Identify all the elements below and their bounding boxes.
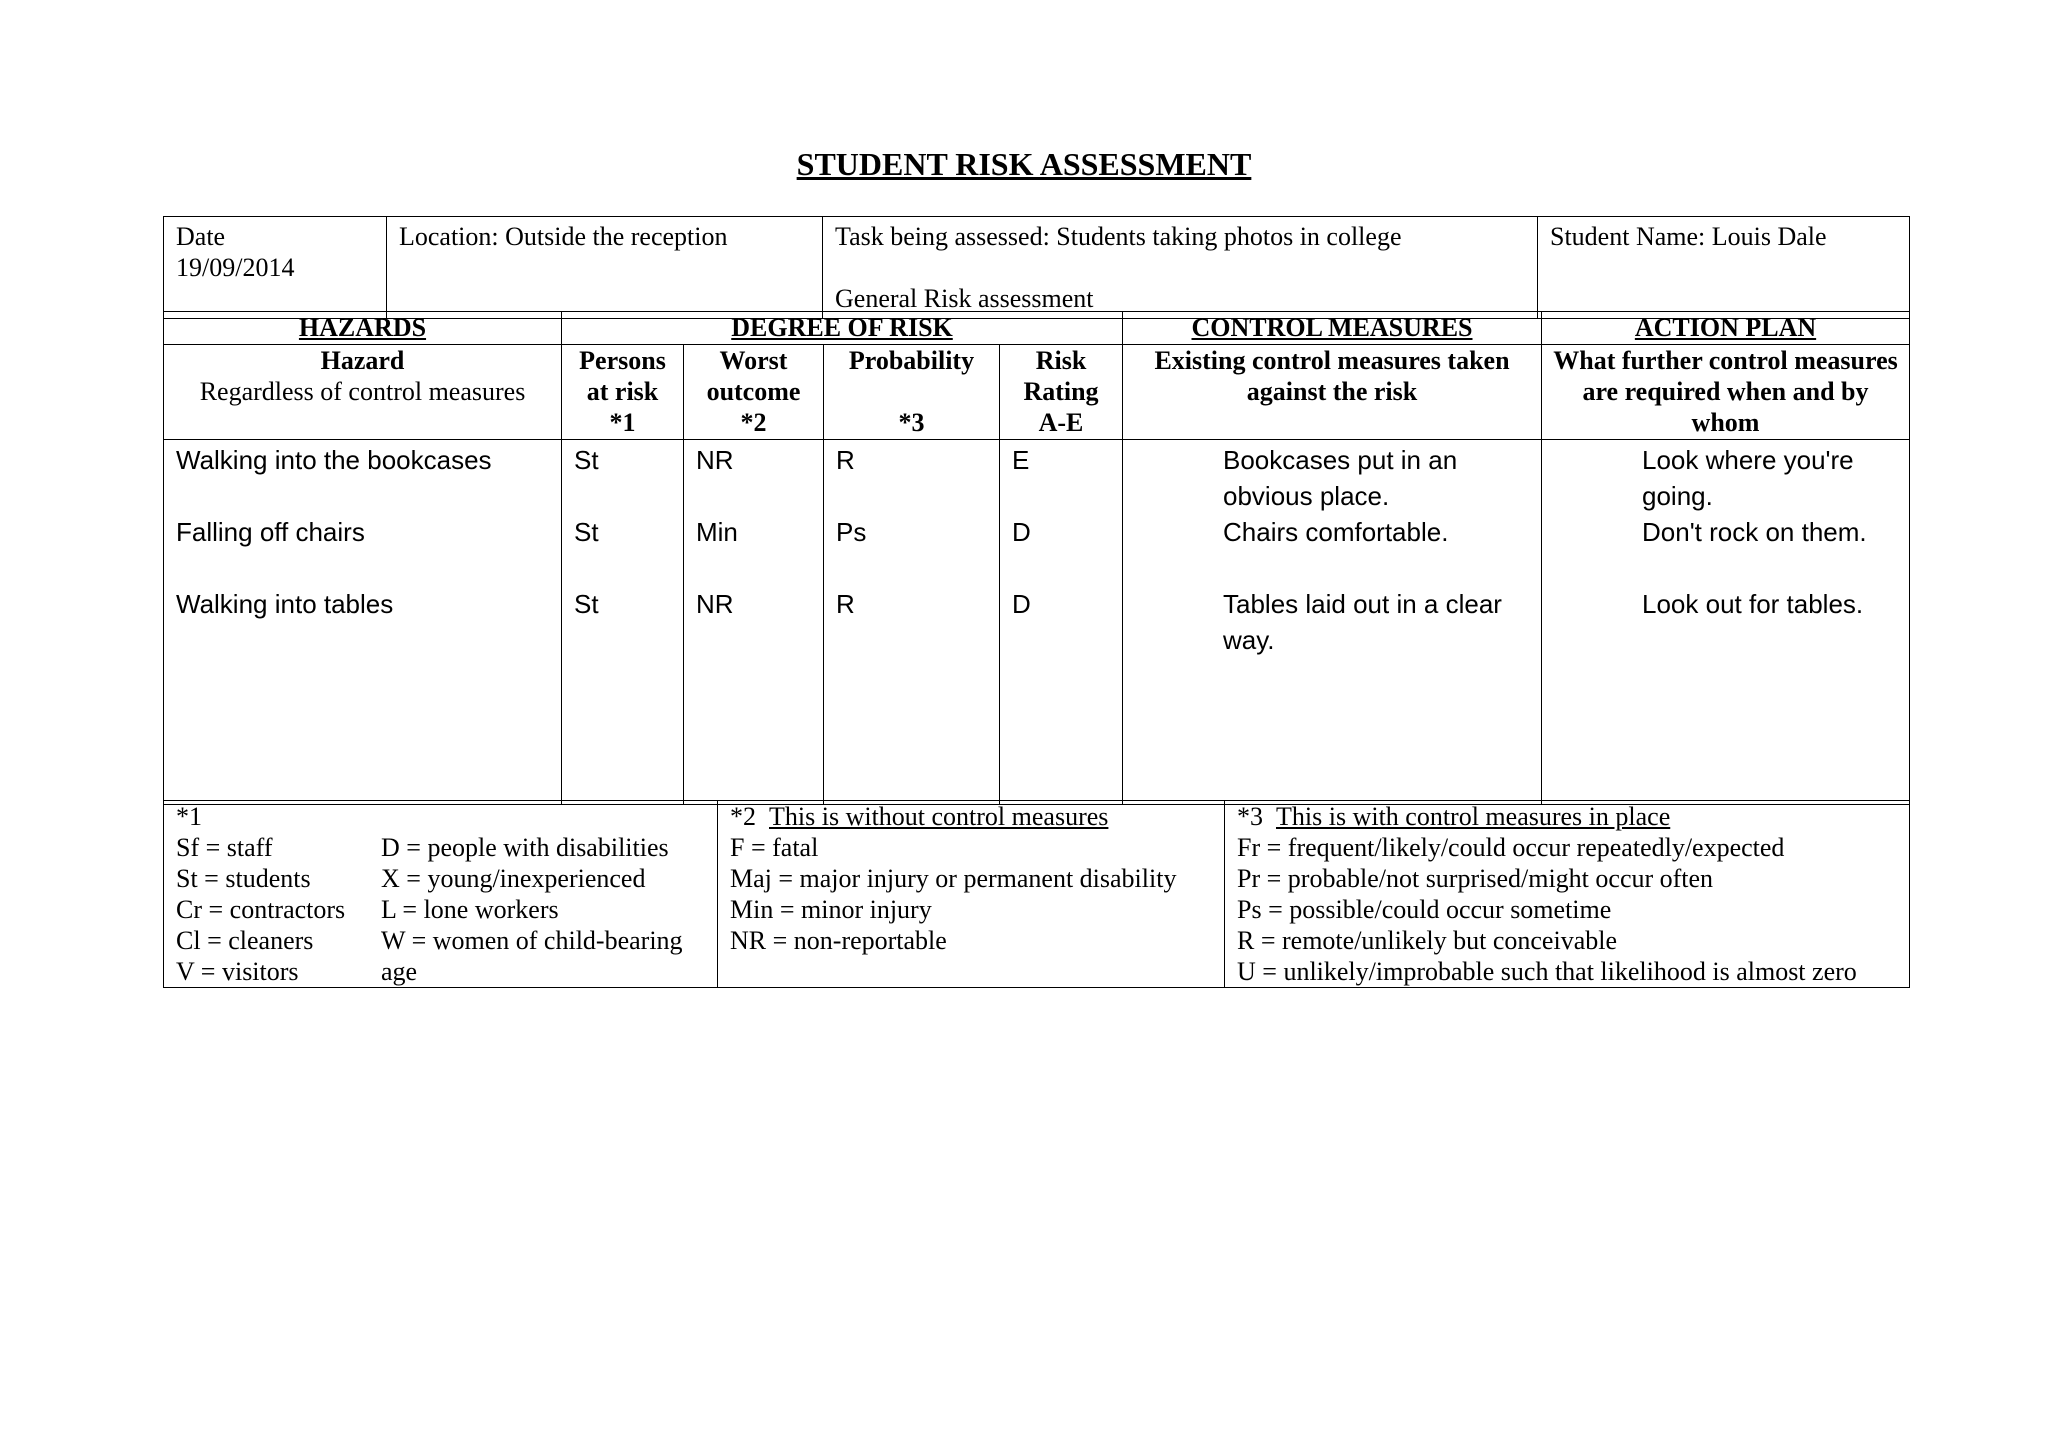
date-label: Date bbox=[176, 222, 226, 251]
student-cell bbox=[1538, 217, 1910, 319]
date-cell bbox=[164, 217, 387, 319]
legend-item: R = remote/unlikely but conceivable bbox=[1237, 926, 1617, 955]
control-item: Bookcases put in an obvious place. bbox=[1223, 445, 1458, 511]
legend-item: age bbox=[381, 957, 418, 986]
legend-probability bbox=[1225, 801, 1910, 988]
assessment-info-table bbox=[163, 216, 1910, 319]
col-worst-header bbox=[684, 345, 824, 440]
control-item: Tables laid out in a clear way. bbox=[1223, 589, 1502, 655]
action-cell bbox=[1542, 440, 1910, 805]
legend-item: Cr = contractors bbox=[176, 895, 346, 924]
hazard-cell bbox=[164, 440, 562, 805]
hazard-item: Falling off chairs bbox=[176, 517, 365, 547]
col-existing-control-header bbox=[1123, 345, 1542, 440]
legend-item: U = unlikely/improbable such that likelihood is almost zero bbox=[1237, 957, 1857, 986]
legend-item: Maj = major injury or permanent disability bbox=[730, 864, 1177, 893]
legend-persons-ref: *1 bbox=[176, 802, 202, 831]
persons-col-ref: *1 bbox=[609, 408, 636, 437]
rating-item: D bbox=[1012, 517, 1031, 547]
col-persons-header bbox=[562, 345, 684, 440]
worst-col-title: Worst outcome bbox=[706, 346, 801, 406]
legend-outcome-title: This is without control measures bbox=[769, 802, 1109, 831]
task-text: Task being assessed: Students taking photos in college bbox=[835, 222, 1402, 251]
legend-item: St = students bbox=[176, 864, 311, 893]
section-degree-of-risk: DEGREE OF RISK bbox=[562, 312, 1123, 345]
legend-item: Pr = probable/not surprised/might occur often bbox=[1237, 864, 1714, 893]
action-item: Look where you're going. bbox=[1642, 445, 1854, 511]
control-cell bbox=[1123, 440, 1542, 805]
location-cell bbox=[387, 217, 823, 319]
legend-item: Min = minor injury bbox=[730, 895, 932, 924]
rating-col-title: Risk Rating bbox=[1023, 346, 1099, 406]
legend-table bbox=[163, 800, 1910, 988]
legend-persons bbox=[164, 801, 718, 988]
probability-item: R bbox=[836, 589, 855, 619]
worst-item: NR bbox=[696, 445, 734, 475]
action-item: Don't rock on them. bbox=[1642, 517, 1867, 547]
probability-cell bbox=[824, 440, 1000, 805]
persons-item: St bbox=[574, 589, 599, 619]
control-item: Chairs comfortable. bbox=[1223, 517, 1449, 547]
student-name-text: Student Name: Louis Dale bbox=[1550, 222, 1827, 251]
legend-item: Cl = cleaners bbox=[176, 926, 314, 955]
hazard-item: Walking into the bookcases bbox=[176, 445, 492, 475]
col-hazard-header bbox=[164, 345, 562, 440]
risk-table bbox=[163, 311, 1910, 805]
hazard-col-subtitle: Regardless of control measures bbox=[199, 377, 526, 406]
persons-col-title: Persons at risk bbox=[579, 346, 666, 406]
legend-item: L = lone workers bbox=[381, 895, 559, 924]
legend-probability-ref: *3 bbox=[1237, 802, 1263, 831]
hazard-col-title: Hazard bbox=[320, 346, 405, 375]
col-rating-header bbox=[1000, 345, 1123, 440]
legend-item: Sf = staff bbox=[176, 833, 273, 862]
probability-item: R bbox=[836, 445, 855, 475]
probability-col-title: Probability bbox=[848, 346, 975, 375]
section-control-measures: CONTROL MEASURES bbox=[1123, 312, 1542, 345]
worst-item: NR bbox=[696, 589, 734, 619]
legend-item: Ps = possible/could occur sometime bbox=[1237, 895, 1612, 924]
worst-item: Min bbox=[696, 517, 738, 547]
further-col-title: What further control measures are required when and by whom bbox=[1553, 346, 1898, 437]
location-text: Location: Outside the reception bbox=[399, 222, 728, 251]
persons-item: St bbox=[574, 445, 599, 475]
hazard-item: Walking into tables bbox=[176, 589, 394, 619]
date-value: 19/09/2014 bbox=[176, 253, 295, 282]
section-hazards: HAZARDS bbox=[164, 312, 562, 345]
probability-item: Ps bbox=[836, 517, 867, 547]
worst-col-ref: *2 bbox=[740, 408, 767, 437]
legend-item: X = young/inexperienced bbox=[381, 864, 646, 893]
rating-item: D bbox=[1012, 589, 1031, 619]
document-title: STUDENT RISK ASSESSMENT bbox=[796, 146, 1252, 182]
persons-cell bbox=[562, 440, 684, 805]
existing-col-title: Existing control measures taken against the risk bbox=[1154, 346, 1510, 406]
legend-item: F = fatal bbox=[730, 833, 819, 862]
legend-item: V = visitors bbox=[176, 957, 299, 986]
legend-item: D = people with disabilities bbox=[381, 833, 669, 862]
rating-col-ref: A-E bbox=[1038, 408, 1084, 437]
task-cell bbox=[823, 217, 1538, 319]
probability-col-ref: *3 bbox=[898, 408, 925, 437]
legend-item: W = women of child-bearing bbox=[381, 926, 683, 955]
legend-probability-title: This is with control measures in place bbox=[1276, 802, 1671, 831]
rating-item: E bbox=[1012, 445, 1030, 475]
rating-cell bbox=[1000, 440, 1123, 805]
worst-cell bbox=[684, 440, 824, 805]
col-probability-header bbox=[824, 345, 1000, 440]
legend-outcome-ref: *2 bbox=[730, 802, 756, 831]
action-item: Look out for tables. bbox=[1642, 589, 1864, 619]
section-action-plan: ACTION PLAN bbox=[1542, 312, 1910, 345]
legend-outcome bbox=[718, 801, 1225, 988]
col-further-control-header bbox=[1542, 345, 1910, 440]
task-type-text: General Risk assessment bbox=[835, 284, 1094, 313]
legend-item: Fr = frequent/likely/could occur repeatedly/expected bbox=[1237, 833, 1785, 862]
legend-item: NR = non-reportable bbox=[730, 926, 947, 955]
persons-item: St bbox=[574, 517, 599, 547]
